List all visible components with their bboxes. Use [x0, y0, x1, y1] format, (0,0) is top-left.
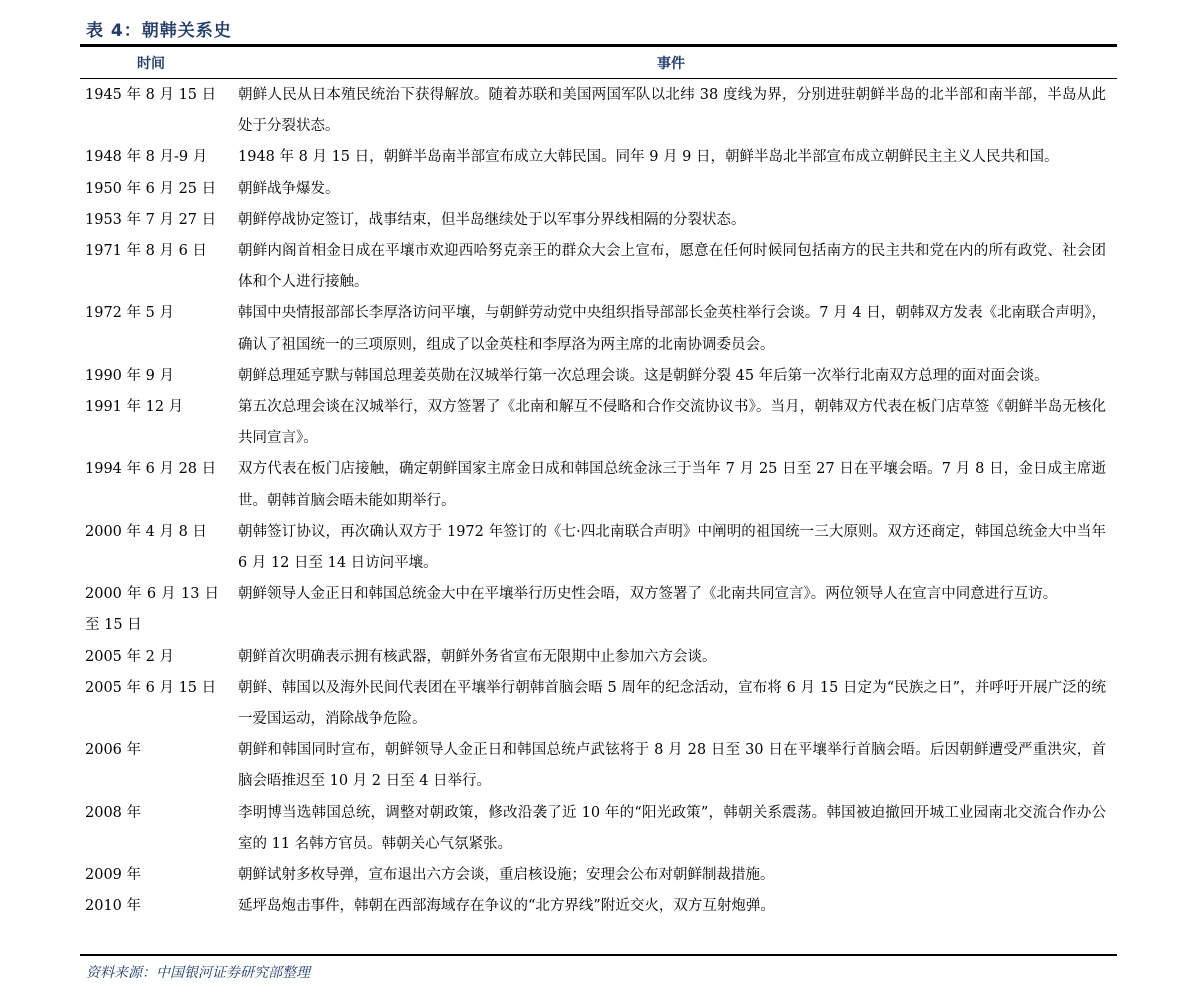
- table-row: [80, 174, 1117, 205]
- table-row: [80, 236, 1117, 298]
- row-time: 1948 年 8 月-9 月: [85, 149, 208, 166]
- table-header-row: [80, 47, 1117, 78]
- table-bottom-rule: [80, 954, 1117, 956]
- table-row: [80, 392, 1117, 454]
- row-time: 2006 年: [85, 742, 142, 759]
- table-row: [80, 205, 1117, 236]
- row-time: 1950 年 6 月 25 日: [85, 180, 217, 197]
- table-row: [80, 642, 1117, 673]
- row-event: 朝鲜停战协定签订，战事结束，但半岛继续处于以军事分界线相隔的分裂状态。: [238, 211, 746, 228]
- table-row: [80, 798, 1117, 860]
- row-time: 2008 年: [85, 804, 142, 821]
- source-note: 资料来源：中国银河证券研究部整理: [86, 965, 310, 981]
- row-time: 2010 年: [85, 898, 142, 915]
- table-body: [80, 80, 1117, 922]
- row-event: 朝鲜、韩国以及海外民间代表团在平壤举行朝韩首脑会晤 5 周年的纪念活动，宣布将 6 月 15 日定为“民族之日”，并呼吁开展广泛的统一爱国运动，消除战争危险。: [238, 679, 1106, 728]
- row-time: 2005 年 6 月 15 日: [85, 679, 217, 696]
- row-time: 1945 年 8 月 15 日: [85, 87, 217, 103]
- row-time: 1994 年 6 月 28 日: [85, 461, 217, 478]
- table-row: [80, 80, 1117, 142]
- row-time: 1972 年 5 月: [85, 305, 174, 322]
- row-time: 2000 年 4 月 8 日: [85, 523, 207, 540]
- row-event: 延坪岛炮击事件，韩朝在西部海域存在争议的“北方界线”附近交火，双方互射炮弹。: [238, 898, 775, 915]
- row-time: 1971 年 8 月 6 日: [85, 243, 207, 260]
- table-row: [80, 517, 1117, 579]
- header-time: 时间: [137, 56, 165, 72]
- row-event: 李明博当选韩国总统，调整对朝政策，修改沿袭了近 10 年的“阳光政策”，韩朝关系震荡。韩国被迫撤回开城工业园南北交流合作办公室的 11 名韩方官员。韩朝关心气氛紧张。: [238, 804, 1106, 852]
- row-event: 朝鲜总理延亨默与韩国总理姜英勋在汉城举行第一次总理会谈。这是朝鲜分裂 45 年后第一次举行北南双方总理的面对面会谈。: [238, 367, 1049, 384]
- row-event: 朝鲜战争爆发。: [238, 180, 340, 197]
- table-row: [80, 735, 1117, 797]
- table-row: [80, 579, 1117, 641]
- row-event: 韩国中央情报部部长李厚洛访问平壤，与朝鲜劳动党中央组织指导部部长金英柱举行会谈。7 月 4 日，朝韩双方发表《北南联合声明》，确认了祖国统一的三项原则，组成了以金英柱和李厚洛为两主席的北南协调委员会。: [238, 305, 1106, 353]
- table-row: [80, 891, 1117, 922]
- row-time: 2005 年 2 月: [85, 648, 174, 665]
- row-event: 1948 年 8 月 15 日，朝鲜半岛南半部宣布成立大韩民国。同年 9 月 9 日，朝鲜半岛北半部宣布成立朝鲜民主主义人民共和国。: [238, 149, 1059, 166]
- row-event: 朝韩签订协议，再次确认双方于 1972 年签订的《七·四北南联合声明》中阐明的祖国统一三大原则。双方还商定，韩国总统金大中当年 6 月 12 日至 14 日访问平壤。: [238, 523, 1106, 572]
- row-event: 朝鲜试射多枚导弹，宣布退出六方会谈，重启核设施；安理会公布对朝鲜制裁措施。: [238, 867, 775, 884]
- row-time: 2000 年 6 月 13 日至 15 日: [85, 586, 219, 634]
- row-event: 朝鲜首次明确表示拥有核武器，朝鲜外务省宣布无限期中止参加六方会谈。: [238, 648, 717, 665]
- row-time: 1990 年 9 月: [85, 367, 174, 384]
- row-event: 朝鲜内阁首相金日成在平壤市欢迎西哈努克亲王的群众大会上宣布，愿意在任何时候同包括南方的民主共和党在内的所有政党、社会团体和个人进行接触。: [238, 243, 1106, 291]
- table-row: [80, 298, 1117, 360]
- table-row: [80, 361, 1117, 392]
- row-event: 朝鲜人民从日本殖民统治下获得解放。随着苏联和美国两国军队以北纬 38 度线为界，分别进驻朝鲜半岛的北半部和南半部，半岛从此处于分裂状态。: [238, 87, 1106, 135]
- table-title: 表 4：朝韩关系史: [86, 21, 232, 41]
- row-event: 朝鲜领导人金正日和韩国总统金大中在平壤举行历史性会晤，双方签署了《北南共同宣言》。两位领导人在宣言中同意进行互访。: [238, 586, 1058, 603]
- table-row: [80, 673, 1117, 735]
- table-row: [80, 860, 1117, 891]
- header-event: 事件: [657, 56, 685, 72]
- table-header-rule: [80, 78, 1117, 79]
- table-row: [80, 454, 1117, 516]
- row-time: 1953 年 7 月 27 日: [85, 211, 217, 228]
- row-time: 1991 年 12 月: [85, 399, 184, 416]
- row-event: 双方代表在板门店接触，确定朝鲜国家主席金日成和韩国总统金泳三于当年 7 月 25 日至 27 日在平壤会晤。7 月 8 日，金日成主席逝世。朝韩首脑会晤未能如期举行。: [238, 461, 1106, 509]
- row-event: 第五次总理会谈在汉城举行，双方签署了《北南和解互不侵略和合作交流协议书》。当月，朝韩双方代表在板门店草签《朝鲜半岛无核化共同宣言》。: [238, 399, 1106, 447]
- row-time: 2009 年: [85, 867, 142, 884]
- table-row: [80, 142, 1117, 173]
- row-event: 朝鲜和韩国同时宣布，朝鲜领导人金正日和韩国总统卢武铉将于 8 月 28 日至 30 日在平壤举行首脑会晤。后因朝鲜遭受严重洪灾，首脑会晤推迟至 10 月 2 日至 4 日举行。: [238, 742, 1106, 790]
